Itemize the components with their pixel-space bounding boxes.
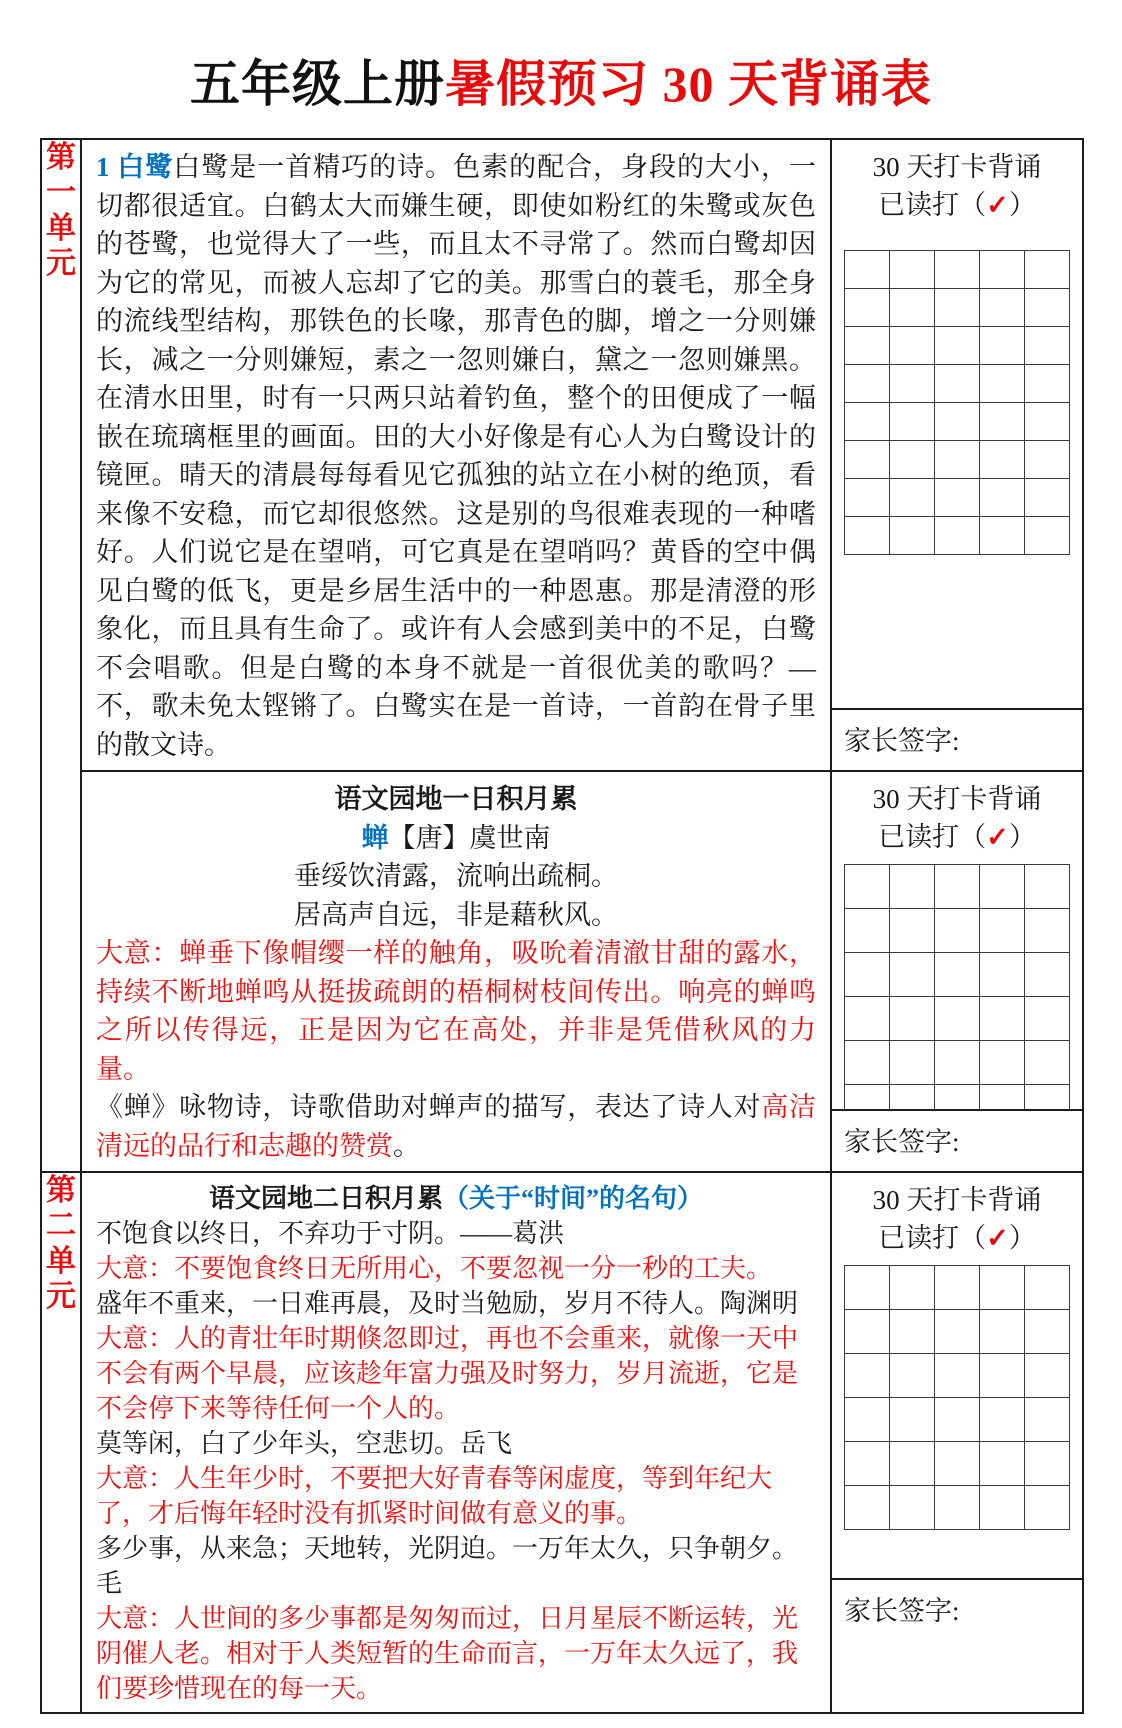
check-grid-row [845,289,1070,327]
check-cell[interactable] [1025,997,1070,1041]
check-cell[interactable] [845,1442,890,1486]
check-grid-row [845,997,1070,1041]
check-cell[interactable] [1025,327,1070,365]
check-cell[interactable] [890,441,935,479]
check-cell[interactable] [935,1310,980,1354]
check-grid-row [845,403,1070,441]
check-cell[interactable] [890,327,935,365]
poem-title: 蝉 [361,822,389,853]
quote-line: 多少事，从来急；天地转，光阴迫。一万年太久，只争朝夕。毛 [96,1534,799,1598]
poem-line-1: 垂绥饮清露，流响出疏桐。 [294,861,618,891]
check-cell[interactable] [935,365,980,403]
panel-header-line2: 已读打（✓） [878,190,1036,220]
check-panel-2 [832,772,1082,1157]
check-cell[interactable] [935,289,980,327]
check-grid-row [845,1354,1070,1398]
check-cell[interactable] [935,997,980,1041]
check-cell[interactable] [935,1354,980,1398]
check-cell[interactable] [845,289,890,327]
check-cell[interactable] [980,1041,1025,1085]
check-cell[interactable] [935,327,980,365]
check-cell[interactable] [935,865,980,909]
check-grid-row [845,1266,1070,1310]
check-cell[interactable] [980,289,1025,327]
check-cell[interactable] [980,1486,1025,1530]
check-cell[interactable] [1025,953,1070,997]
section-heading: 语文园地一日积月累 [334,784,578,814]
check-cell[interactable] [845,1266,890,1310]
check-cell[interactable] [1025,289,1070,327]
check-grid-row [845,909,1070,953]
check-cell[interactable] [980,1266,1025,1310]
check-grid-row [845,1398,1070,1442]
check-cell[interactable] [980,1354,1025,1398]
quote-meaning: 大意：人世间的多少事都是匆匆而过，日月星辰不断运转，光阴催人老。相对于人类短暂的生命而言，一万年太久远了，我们要珍惜现在的每一天。 [96,1604,799,1703]
check-cell[interactable] [980,251,1025,289]
unit-2-label: 第二单元 [46,1174,76,1314]
content-cell-bailu [81,139,831,771]
quote-meaning: 大意：人生年少时，不要把大好青春等闲虚度，等到年纪大了，才后悔年轻时没有抓紧时间做有意义的事。 [96,1464,773,1528]
poem-title-line [96,819,816,858]
check-cell[interactable] [890,1266,935,1310]
check-cell[interactable] [935,1266,980,1310]
check-cell[interactable] [1025,403,1070,441]
content-cell-yuwenyuandi-1 [81,771,831,1172]
check-cell[interactable] [935,403,980,441]
panel-header-line1: 30 天打卡背诵 [872,784,1042,814]
check-grid-row [845,1041,1070,1085]
check-grid-row [845,865,1070,909]
check-grid-row [845,953,1070,997]
check-cell[interactable] [935,953,980,997]
check-cell[interactable] [1025,865,1070,909]
check-cell[interactable] [890,479,935,517]
content-cell-yuwenyuandi-2 [81,1172,831,1713]
check-cell[interactable] [980,1310,1025,1354]
check-cell[interactable] [1025,909,1070,953]
yuwenyuandi-2-text [82,1173,830,1712]
quote-meaning: 大意：不要饱食终日无所用心，不要忽视一分一秒的工夫。 [96,1254,773,1283]
panel-header-line2: 已读打（✓） [878,822,1036,852]
check-cell[interactable] [1025,441,1070,479]
check-cell[interactable] [845,865,890,909]
poem-meaning: 大意：蝉垂下像帽缨一样的触角，吸吮着清澈甘甜的露水，持续不断地蝉鸣从挺拔疏朗的梧桐树枝间传出。响亮的蝉鸣之所以传得远，正是因为它在高处，并非是凭借秋风的力量。 [96,938,816,1084]
page-title-subject: 暑假预习 30 天背诵表 [445,56,932,112]
panel-header-line2: 已读打（✓） [878,1223,1036,1253]
panel-3-header [832,1173,1082,1257]
yuwenyuandi-1-text [82,772,830,1171]
check-panel-1 [832,140,1082,756]
check-cell[interactable] [980,517,1025,555]
check-cell[interactable] [980,441,1025,479]
check-cell[interactable] [890,403,935,441]
check-cell[interactable] [890,1041,935,1085]
check-cell[interactable] [890,1486,935,1530]
check-cell[interactable] [890,517,935,555]
unit-2-cell [41,1172,81,1713]
check-cell[interactable] [980,327,1025,365]
check-cell[interactable] [845,441,890,479]
lesson-body-text: 白鹭是一首精巧的诗。色素的配合，身段的大小，一切都很适宜。白鹤太大而嫌生硬，即使如粉红的朱鹭或灰色的苍鹭，也觉得大了一些，而且太不寻常了。然而白鹭却因为它的常见，而被人忘却了它的美。那雪白的蓑毛，那全身的流线型结构，那铁色的长喙，那青色的脚，增之一分则嫌长，减之一分则嫌短，素之一忽则嫌白，黛之一忽则嫌黑。在清水田里，时有一只两只站着钓鱼，整个的田便成了一幅嵌在琉璃框里的画面。田的大小好像是有心人为白鹭设计的镜匣。晴天的清晨每每看见它孤独的站立在小树的绝顶，看来像不安稳，而它却很悠然。这是别的鸟很难表现的一种嗜好。人们说它是在望哨，可它真是在望哨吗？黄昏的空中偶见白鹭的低飞，更是乡居生活中的一种恩惠。那是清澄的形象化，而且具有生命了。或许有人会感到美中的不足，白鹭不会唱歌。但是白鹭的本身不就是一首很优美的歌吗？—不，歌未免太铿锵了。白鹭实在是一首诗，一首韵在骨子里的散文诗。 [96,152,817,760]
page-title [40,44,1082,116]
check-cell[interactable] [935,1486,980,1530]
check-cell[interactable] [845,1486,890,1530]
check-cell[interactable] [845,1354,890,1398]
panel-header-line1: 30 天打卡背诵 [872,152,1042,182]
check-grid-3 [844,1265,1070,1530]
check-mark-icon: ✓ [986,822,1009,852]
check-cell[interactable] [935,909,980,953]
check-cell[interactable] [845,1041,890,1085]
check-cell[interactable] [935,479,980,517]
check-cell[interactable] [1025,517,1070,555]
page-title-grade: 五年级上册 [190,56,445,112]
check-cell[interactable] [1025,251,1070,289]
check-cell[interactable] [1025,1041,1070,1085]
check-cell[interactable] [935,441,980,479]
check-cell[interactable] [980,953,1025,997]
parent-signature-3: 家长签字: [832,1578,1082,1712]
check-cell[interactable] [890,1442,935,1486]
check-cell[interactable] [845,251,890,289]
check-cell[interactable] [935,1398,980,1442]
check-cell[interactable] [890,997,935,1041]
table-row [41,139,1083,771]
panel-header-line1: 30 天打卡背诵 [872,1185,1042,1215]
check-cell[interactable] [845,327,890,365]
check-cell[interactable] [935,1442,980,1486]
check-cell[interactable] [890,909,935,953]
lesson-number-title: 1 白鹭 [96,152,174,182]
check-cell[interactable] [980,865,1025,909]
unit-1-cell [41,139,81,1172]
parent-signature-2: 家长签字: [832,1109,1082,1171]
section-heading-black: 语文园地二日积月累 [208,1184,443,1213]
section-heading-blue: （关于“时间”的名句） [443,1184,704,1213]
check-grid-2 [844,864,1070,1129]
check-grid-row [845,1442,1070,1486]
check-panel-1-cell [831,139,1083,771]
check-cell[interactable] [1025,1442,1070,1486]
poem-line-2: 居高声自远，非是藉秋风。 [294,899,618,930]
check-grid-row [845,1310,1070,1354]
check-cell[interactable] [935,517,980,555]
check-cell[interactable] [890,251,935,289]
check-cell[interactable] [980,1442,1025,1486]
check-grid-row [845,327,1070,365]
check-cell[interactable] [980,479,1025,517]
recitation-table [40,138,1084,1714]
check-cell[interactable] [1025,1310,1070,1354]
check-cell[interactable] [980,365,1025,403]
poem-author: 【唐】虞世南 [388,822,551,853]
check-cell[interactable] [845,517,890,555]
check-cell[interactable] [845,909,890,953]
check-cell[interactable] [890,365,935,403]
check-grid-row [845,1486,1070,1530]
check-cell[interactable] [845,365,890,403]
check-cell[interactable] [845,479,890,517]
check-cell[interactable] [1025,1266,1070,1310]
quote-line: 不饱食以终日，不弃功于寸阴。——葛洪 [96,1219,565,1248]
check-cell[interactable] [890,1354,935,1398]
section-heading [96,1181,816,1216]
check-cell[interactable] [1025,365,1070,403]
check-cell[interactable] [1025,1486,1070,1530]
check-cell[interactable] [890,865,935,909]
quote-line: 莫等闲，白了少年头，空悲切。岳飞 [96,1429,513,1458]
unit-1-label: 第一单元 [46,141,76,281]
check-mark-icon: ✓ [986,1223,1009,1253]
check-panel-3 [832,1173,1082,1626]
check-panel-3-cell [831,1172,1083,1713]
table-row [41,1172,1083,1713]
check-cell[interactable] [845,1398,890,1442]
check-grid-row [845,517,1070,555]
check-cell[interactable] [980,997,1025,1041]
poem-note: 《蝉》咏物诗，诗歌借助对蝉声的描写，表达了诗人对高洁清远的品行和志趣的赞赏。 [96,1092,817,1161]
check-cell[interactable] [890,953,935,997]
check-cell[interactable] [1025,1354,1070,1398]
check-cell[interactable] [845,403,890,441]
check-cell[interactable] [980,1398,1025,1442]
check-cell[interactable] [890,1310,935,1354]
check-cell[interactable] [980,909,1025,953]
check-cell[interactable] [980,403,1025,441]
check-grid-row [845,479,1070,517]
check-grid-1 [844,250,1070,555]
table-row [41,771,1083,1172]
check-cell[interactable] [935,1041,980,1085]
parent-signature-1: 家长签字: [832,708,1082,770]
check-cell[interactable] [1025,479,1070,517]
check-cell[interactable] [935,251,980,289]
check-grid-row [845,251,1070,289]
panel-1-header [832,140,1082,224]
check-cell[interactable] [845,953,890,997]
check-grid-row [845,365,1070,403]
check-mark-icon: ✓ [986,190,1009,220]
quote-line: 盛年不重来，一日难再晨，及时当勉励，岁月不待人。陶渊明 [96,1289,799,1318]
check-cell[interactable] [890,289,935,327]
check-cell[interactable] [890,1398,935,1442]
check-grid-row [845,441,1070,479]
check-cell[interactable] [845,1310,890,1354]
panel-2-header [832,772,1082,856]
lesson-bailu-text [82,140,830,770]
check-cell[interactable] [1025,1398,1070,1442]
quote-meaning: 大意：人的青壮年时期倏忽即过，再也不会重来，就像一天中不会有两个早晨，应该趁年富力强及时努力，岁月流逝，它是不会停下来等待任何一个人的。 [96,1324,799,1423]
check-cell[interactable] [845,997,890,1041]
check-panel-2-cell [831,771,1083,1172]
